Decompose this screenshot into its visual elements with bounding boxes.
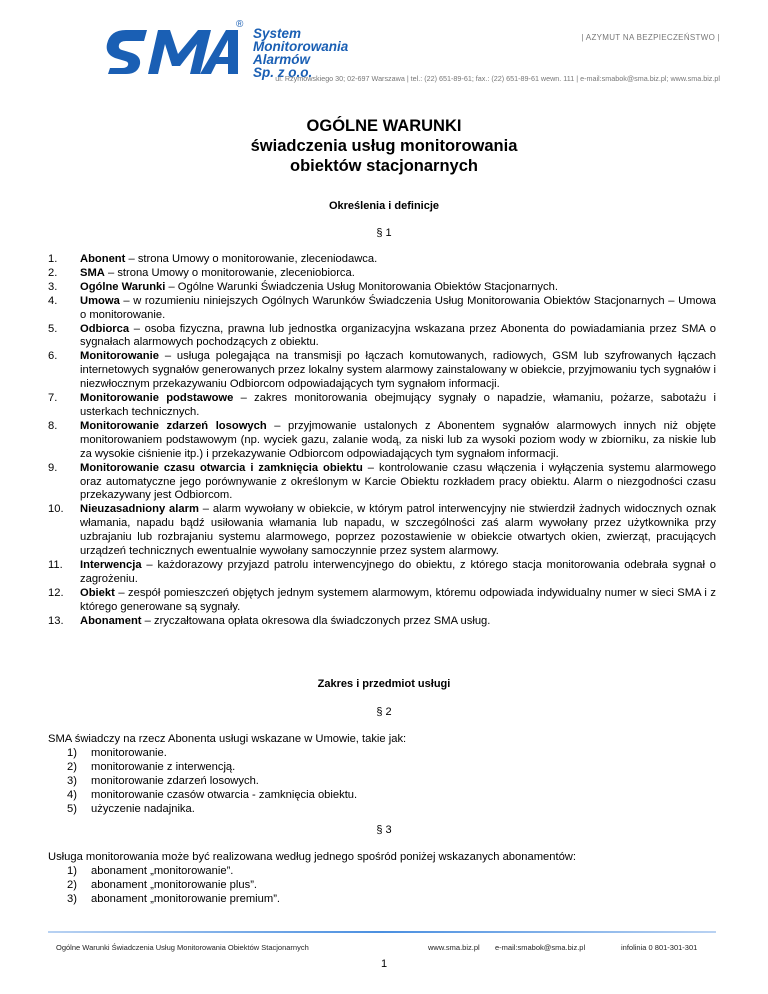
item-number: 4) (67, 788, 77, 801)
paragraph-mark-2: § 2 (376, 706, 392, 718)
item-text: – strona Umowy o monitorowanie, zleceniodawca. (125, 253, 378, 265)
company-line: System (253, 26, 302, 41)
section-heading-definitions: Określenia i definicje (328, 200, 440, 212)
list-item (48, 747, 728, 761)
list-item (48, 789, 728, 803)
list-item (48, 615, 716, 629)
item-term: Obiekt (80, 586, 115, 599)
footer-infoline: infolinia 0 801-301-301 (621, 943, 698, 952)
list-item (48, 587, 716, 615)
title-line: obiektów stacjonarnych (290, 157, 478, 175)
paragraph-mark-1: § 1 (376, 227, 392, 239)
item-term: SMA (80, 266, 105, 279)
item-number: 9. (48, 461, 58, 474)
item-text: – osoba fizyczna, prawna lub jednostka organizacyjna wskazana przez Abonenta do powiadamiania przez SMA o sygnałach alarmowych pochodzących z obiektu. (80, 322, 716, 349)
services-list (48, 747, 728, 817)
footer-divider (48, 931, 716, 933)
item-text: abonament „monitorowanie”. (91, 864, 234, 877)
section3-intro: Usługa monitorowania może być realizowana według jednego spośród poniżej wskazanych abonamentów: (48, 851, 576, 863)
item-text: – w rozumieniu niniejszych Ogólnych Warunków Świadczenia Usług Monitorowania Obiektów Stacjonarnych – Umowa o monitorowanie. (80, 294, 716, 321)
registered-mark: ® (236, 19, 244, 30)
item-number: 7. (48, 392, 58, 405)
list-item (48, 462, 716, 504)
item-number: 10. (48, 503, 64, 516)
subscriptions-list (48, 865, 728, 907)
item-number: 6. (48, 350, 58, 363)
list-item (48, 775, 728, 789)
item-number: 1) (67, 746, 77, 759)
item-text: – zryczałtowana opłata okresowa dla świadczonych przez SMA usług. (141, 614, 491, 627)
list-item (48, 295, 716, 323)
item-number: 3. (48, 280, 58, 293)
item-number: 11. (48, 558, 63, 571)
item-term: Monitorowanie zdarzeń losowych (80, 419, 267, 432)
item-text: – Ogólne Warunki Świadczenia Usług Monitorowania Obiektów Stacjonarnych. (165, 280, 558, 293)
company-line: Sp. z o.o. (253, 65, 313, 80)
footer-website: www.sma.biz.pl (428, 943, 480, 952)
list-item (48, 253, 716, 267)
list-item (48, 893, 728, 907)
item-term: Ogólne Warunki (80, 280, 166, 293)
list-item (48, 761, 728, 775)
item-text: – zespół pomieszczeń objętych jednym systemem alarmowym, któremu odpowiada indywidualny numer w sieci SMA i z którego generowane są sygnały. (80, 586, 716, 613)
item-text: użyczenie nadajnika. (91, 802, 195, 815)
sma-logo-icon (100, 22, 240, 80)
item-term: Odbiorca (80, 322, 130, 335)
item-term: Abonament (80, 614, 142, 627)
list-item (48, 281, 716, 295)
item-term: Nieuzasadniony alarm (80, 503, 199, 516)
item-text: – przyjmowanie ustalonych z Abonentem sygnałów alarmowych innych niż objęte monitorowaniem podstawowym (np. wyciek gazu, zalanie wodą, za niski lub za wysoki poziom wody w zbiorniku, za niskie lub za wysokie ciśnienie itp.) i przekazywanie Odbiorcom odpowiadających tym sygnałom informacji. (80, 419, 717, 460)
company-line: Alarmów (253, 52, 311, 67)
list-item (48, 559, 716, 587)
section2-intro: SMA świadczy na rzecz Abonenta usługi wskazane w Umowie, takie jak: (48, 733, 407, 745)
item-term: Monitorowanie podstawowe (80, 392, 234, 405)
item-number: 1. (48, 253, 58, 265)
item-term: Umowa (80, 294, 120, 307)
footer-email: e-mail:smabok@sma.biz.pl (495, 943, 586, 952)
footer-doc-name: Ogólne Warunki Świadczenia Usług Monitorowania Obiektów Stacjonarnych (56, 943, 309, 952)
section-heading-scope: Zakres i przedmiot usługi (317, 678, 451, 690)
title-line: OGÓLNE WARUNKI (306, 117, 462, 135)
item-text: – każdorazowy przyjazd patrolu interwencyjnego do obiektu, z którego stacja monitorowania odebrała sygnał o zagrożeniu. (80, 558, 716, 585)
item-text: – zakres monitorowania obejmujący sygnały o napadzie, włamaniu, pożarze, sabotażu i usterkach technicznych. (80, 392, 716, 418)
item-number: 3) (67, 774, 77, 787)
contact-line: ul. Rzymowskiego 30; 02-697 Warszawa | tel.: (22) 651-89-61; fax.: (22) 651-89-61 wewn. 111 | e-mail:smabok@sma.biz.pl; www.sma.biz.pl (275, 74, 720, 83)
list-item (48, 879, 728, 893)
title-line: świadczenia usług monitorowania (250, 137, 518, 155)
letterhead (0, 0, 768, 90)
company-name (253, 27, 348, 79)
item-text: abonament „monitorowanie plus”. (91, 878, 258, 891)
item-term: Monitorowanie czasu otwarcia i zamknięcia obiektu (80, 461, 363, 474)
item-text: – kontrolowanie czasu włączenia i wyłączenia systemu alarmowego oraz automatyczne jego porównywanie z określonym w Karcie Obiektu rozkładem pracy obiektu. Alarm o niezgodności czasu przekazywany jest Odbiorcom. (80, 461, 716, 502)
company-line: Monitorowania (253, 39, 349, 54)
list-item (48, 323, 716, 351)
item-term: Interwencja (80, 558, 142, 571)
item-number: 2) (67, 878, 77, 891)
page-number: 1 (381, 958, 388, 970)
item-number: 12. (48, 586, 64, 599)
item-number: 1) (67, 864, 77, 877)
item-text: abonament „monitorowanie premium”. (91, 892, 281, 905)
item-text: monitorowanie czasów otwarcia - zamknięcia obiektu. (91, 788, 358, 801)
list-item (48, 803, 728, 817)
item-number: 5) (67, 802, 77, 815)
document-title (0, 116, 768, 176)
definitions-list (48, 253, 716, 628)
item-number: 2. (48, 266, 58, 279)
section2-body (48, 733, 728, 816)
list-item (48, 420, 716, 462)
list-item (48, 392, 716, 420)
item-text: monitorowanie z interwencją. (91, 760, 236, 773)
list-item (48, 267, 716, 281)
item-text: monitorowanie. (91, 746, 167, 759)
item-number: 3) (67, 892, 77, 905)
item-term: Monitorowanie (80, 350, 159, 363)
item-number: 4. (48, 294, 58, 307)
list-item (48, 865, 728, 879)
item-number: 2) (67, 760, 77, 773)
item-number: 13. (48, 614, 64, 627)
item-number: 8. (48, 419, 58, 432)
section3-body (48, 851, 728, 907)
item-text: – strona Umowy o monitorowanie, zleceniobiorca. (104, 266, 355, 279)
item-number: 5. (48, 322, 58, 335)
paragraph-mark-3: § 3 (376, 824, 392, 836)
item-text: – usługa polegająca na transmisji po łączach komutowanych, radiowych, GSM lub szyfrowanych łączach internetowych sygnałów generowanych przez lokalny system alarmowy zainstalowany w obiekcie, przyjmowaniu tych sygnałów i niezwłocznym przekazywaniu Odbiorcom odpowiadających tym sygnałom informacji. (80, 350, 716, 391)
list-item (48, 350, 716, 392)
item-text: monitorowanie zdarzeń losowych. (91, 774, 259, 787)
item-term: Abonent (80, 253, 126, 265)
slogan: | AZYMUT NA BEZPIECZEŃSTWO | (581, 33, 720, 42)
item-text: – alarm wywołany w obiekcie, w którym patrol interwencyjny nie stwierdził żadnych widocznych oznak włamania, napadu bądź usiłowania włamania lub napadu, w szczególności zaś alarm wywołany przez użytkownika przy uzbrajaniu lub rozbrajaniu systemu alarmowego, poprzez pozostawienie w obiekcie otwartych okien, zwierząt, pracujących urządzeń technicznych ewentualnie wywołany samoczynnie przez system alarmowy. (80, 503, 716, 558)
list-item (48, 503, 716, 559)
